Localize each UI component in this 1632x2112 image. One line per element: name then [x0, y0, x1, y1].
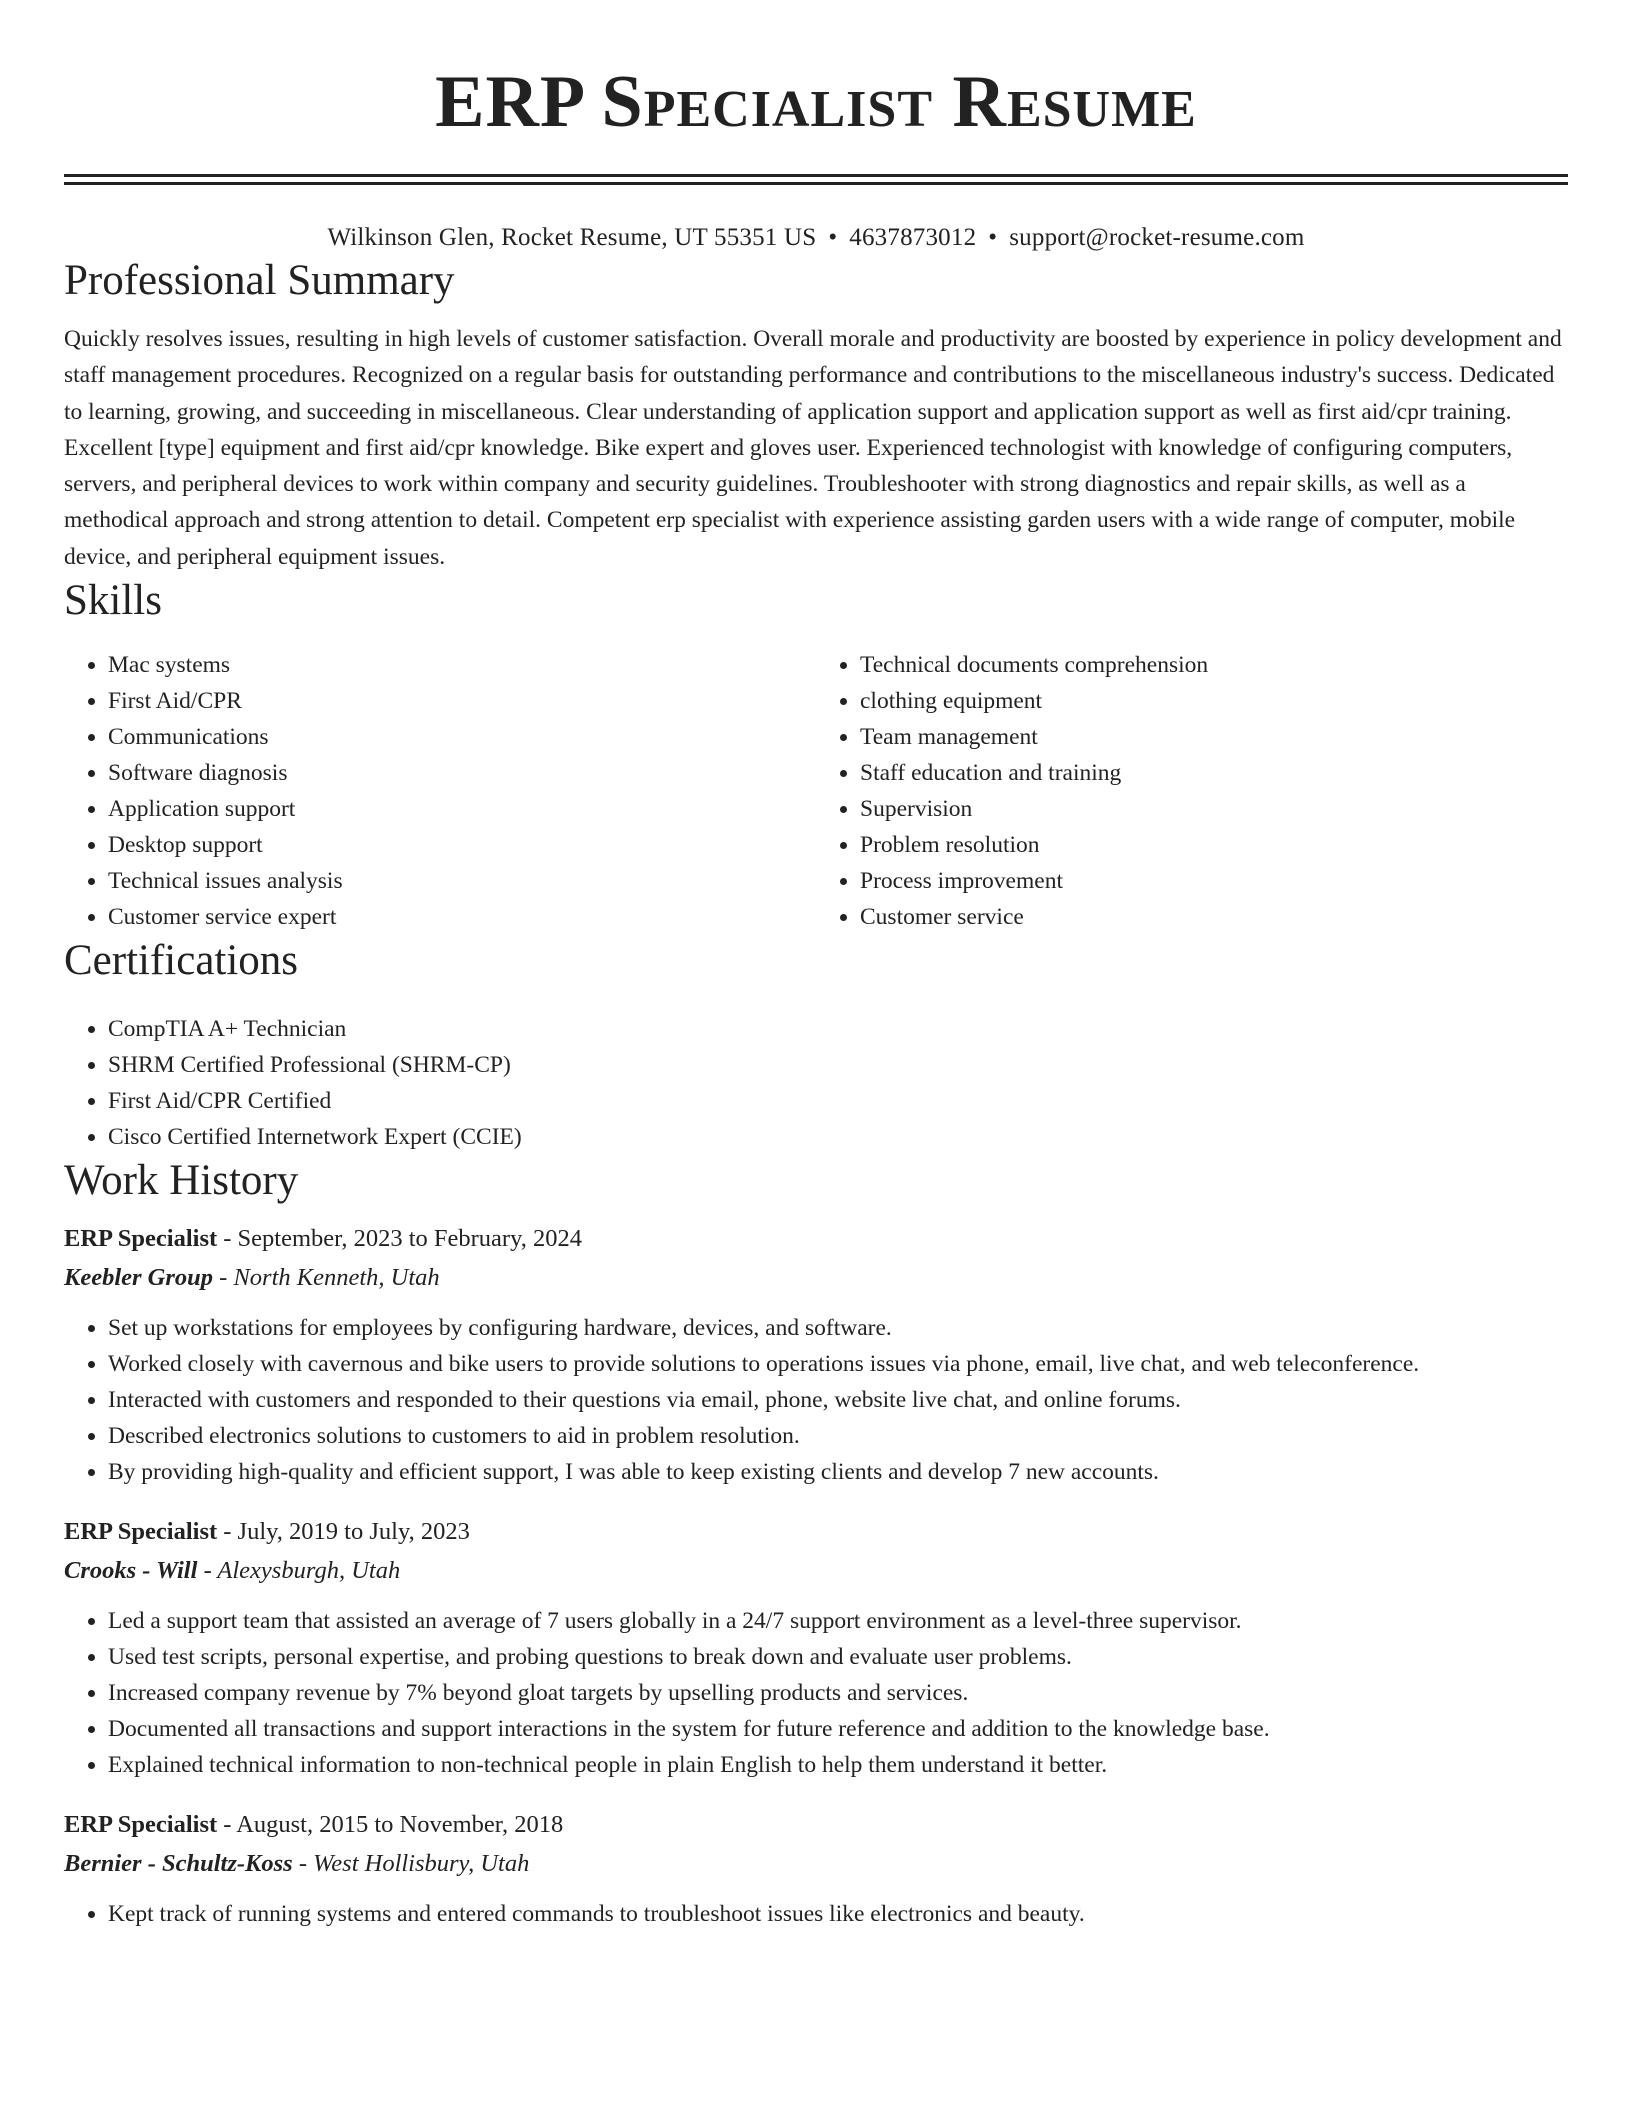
job-dates: - July, 2019 to July, 2023 — [217, 1518, 470, 1546]
skill-item: • Mac systems — [108, 647, 816, 683]
certification-item: • First Aid/CPR Certified — [108, 1083, 1568, 1119]
job-title-line — [64, 1219, 1568, 1259]
contact-address: Wilkinson Glen, Rocket Resume, UT 55351 US — [327, 224, 817, 251]
skill-item: • Problem resolution — [860, 827, 1568, 863]
title-divider — [64, 174, 1568, 185]
skill-item: • Application support — [108, 791, 816, 827]
job-bullet: • Documented all transactions and support interactions in the system for future reference and addition to the knowledge base. — [108, 1711, 1568, 1747]
job-company-line — [64, 1552, 1568, 1590]
skill-item: • Customer service expert — [108, 899, 816, 935]
contact-separator: • — [828, 224, 838, 251]
skill-item: • Process improvement — [860, 863, 1568, 899]
job-company: Bernier - Schultz-Koss — [64, 1850, 293, 1878]
job-dates: - September, 2023 to February, 2024 — [217, 1225, 582, 1253]
job-company-line — [64, 1845, 1568, 1883]
job-bullet: • Worked closely with cavernous and bike users to provide solutions to operations issues via phone, email, live chat, and web teleconference. — [108, 1346, 1568, 1382]
job-title: ERP Specialist — [64, 1225, 218, 1253]
skill-item: • Software diagnosis — [108, 755, 816, 791]
job-bullet: • Described electronics solutions to customers to aid in problem resolution. — [108, 1418, 1568, 1454]
job-bullet: • Interacted with customers and responded to their questions via email, phone, website live chat, and online forums. — [108, 1382, 1568, 1418]
job-title-line — [64, 1512, 1568, 1552]
job-location: - North Kenneth, Utah — [213, 1264, 440, 1292]
job-company: Crooks - Will — [64, 1557, 198, 1585]
skills-list-left — [64, 647, 816, 935]
skill-item: • Technical issues analysis — [108, 863, 816, 899]
certification-item: • CompTIA A+ Technician — [108, 1011, 1568, 1047]
skill-item: • Team management — [860, 719, 1568, 755]
skills-columns — [64, 647, 1568, 935]
job-entry — [64, 1512, 1568, 1783]
job-location: - Alexysburgh, Utah — [197, 1557, 401, 1585]
work-history-heading: Work History — [64, 1157, 299, 1205]
summary-text: Quickly resolves issues, resulting in high levels of customer satisfaction. Overall morale and productivity are boosted by experience in policy development and staff management procedures. Recognized on a regular basis for outstanding performance and contributions to the miscellaneous industry's success. Dedicated to learning, growing, and succeeding in miscellaneous. Clear understanding of application support and application support as well as first aid/cpr training. Excellent [type] equipment and first aid/cpr knowledge. Bike expert and gloves user. Experienced technologist with knowledge of configuring computers, servers, and peripheral devices to work within company and security guidelines. Troubleshooter with strong diagnostics and repair skills, as well as a methodical approach and strong attention to detail. Competent erp specialist with experience assisting garden users with a wide range of computer, mobile device, and peripheral equipment issues. — [64, 326, 1562, 570]
skills-list-right — [816, 647, 1568, 935]
job-company-line — [64, 1259, 1568, 1297]
job-bullet: • By providing high-quality and efficient support, I was able to keep existing clients and develop 7 new accounts. — [108, 1454, 1568, 1490]
job-bullet: • Kept track of running systems and entered commands to troubleshoot issues like electronics and beauty. — [108, 1896, 1568, 1932]
job-bullet: • Explained technical information to non-technical people in plain English to help them understand it better. — [108, 1747, 1568, 1783]
skill-item: • Customer service — [860, 899, 1568, 935]
job-dates: - August, 2015 to November, 2018 — [217, 1811, 564, 1839]
skill-item: • Supervision — [860, 791, 1568, 827]
resume-title: ERP Specialist Resume — [435, 61, 1197, 143]
skill-item: • Technical documents comprehension — [860, 647, 1568, 683]
certifications-list — [64, 1011, 1568, 1155]
skill-item: • First Aid/CPR — [108, 683, 816, 719]
skill-item: • clothing equipment — [860, 683, 1568, 719]
summary-heading: Professional Summary — [64, 257, 455, 304]
contact-separator: • — [988, 224, 998, 251]
contact-phone: 4637873012 — [849, 224, 977, 251]
job-bullets — [64, 1603, 1568, 1783]
skill-item: • Staff education and training — [860, 755, 1568, 791]
job-location: - West Hollisbury, Utah — [292, 1850, 530, 1878]
job-bullet: • Increased company revenue by 7% beyond gloat targets by upselling products and services. — [108, 1675, 1568, 1711]
job-entry — [64, 1805, 1568, 1932]
job-entry — [64, 1219, 1568, 1490]
job-title: ERP Specialist — [64, 1518, 218, 1546]
contact-email: support@rocket-resume.com — [1009, 224, 1305, 251]
skills-heading: Skills — [64, 577, 162, 625]
job-bullets — [64, 1896, 1568, 1932]
job-title-line — [64, 1805, 1568, 1845]
job-bullet: • Used test scripts, personal expertise, and probing questions to break down and evaluate user problems. — [108, 1639, 1568, 1675]
job-bullets — [64, 1310, 1568, 1490]
job-title: ERP Specialist — [64, 1811, 218, 1839]
job-bullet: • Set up workstations for employees by configuring hardware, devices, and software. — [108, 1310, 1568, 1346]
job-bullet: • Led a support team that assisted an average of 7 users globally in a 24/7 support environment as a level-three supervisor. — [108, 1603, 1568, 1639]
certification-item: • SHRM Certified Professional (SHRM-CP) — [108, 1047, 1568, 1083]
skill-item: • Communications — [108, 719, 816, 755]
certifications-heading: Certifications — [64, 937, 299, 985]
skill-item: • Desktop support — [108, 827, 816, 863]
certification-item: • Cisco Certified Internetwork Expert (CCIE) — [108, 1119, 1568, 1155]
job-company: Keebler Group — [64, 1264, 214, 1292]
contact-line — [64, 221, 1568, 255]
